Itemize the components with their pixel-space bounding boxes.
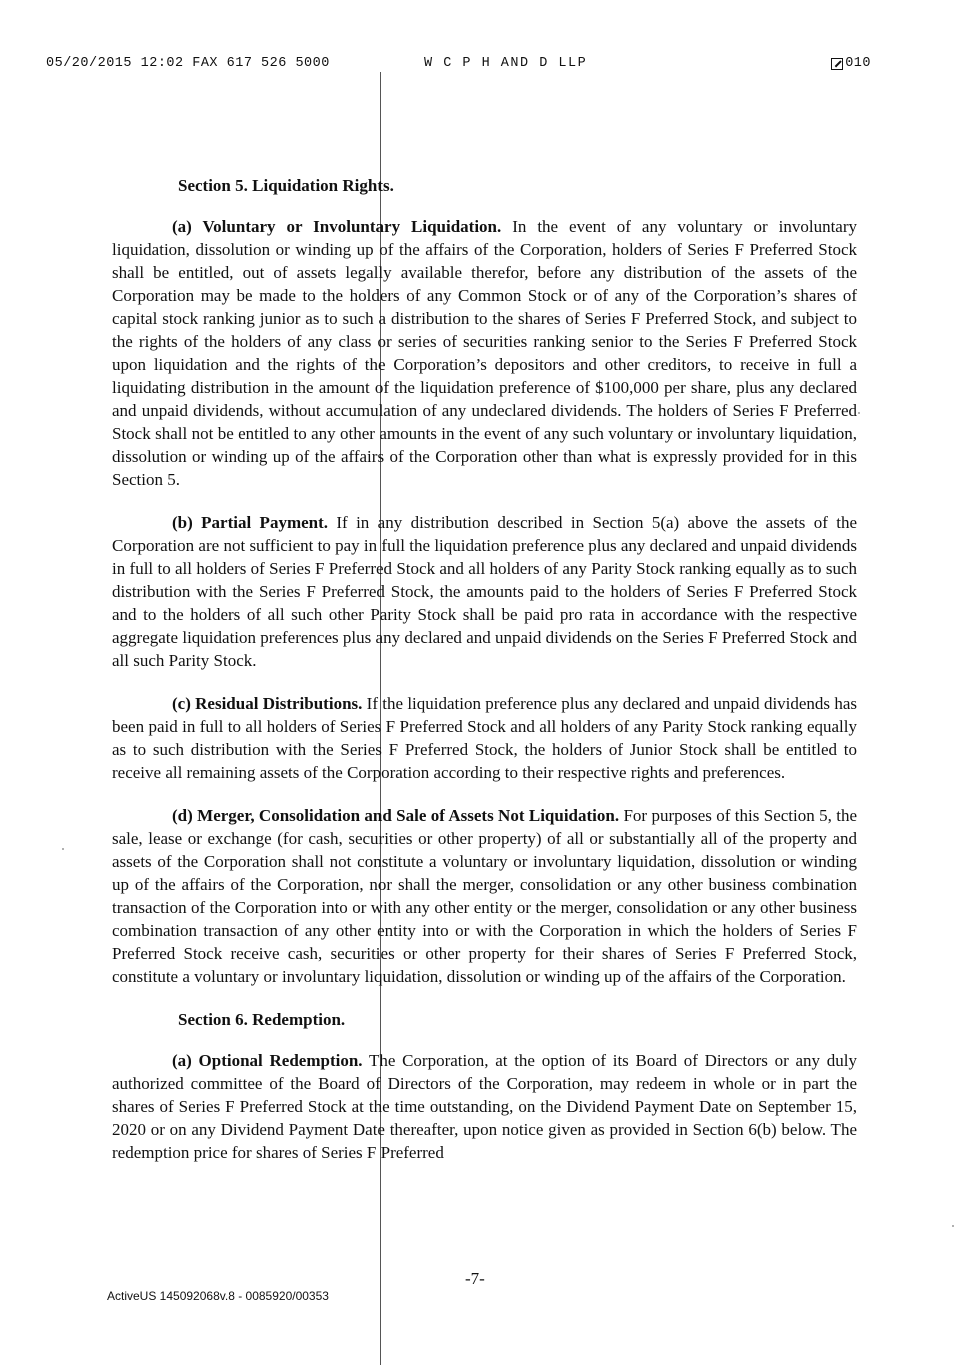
section-5d-text: For purposes of this Section 5, the sale, lease or exchange (for cash, securities or other property) of all or substantially all of the property and assets of the Corporation shall not constitute a voluntary or involuntary liquidation, dissolution or winding up of the affairs of the Corporation, nor shall the merger, consolidation or any other business combination transaction of the Corporation into or with any other entity or the merger, consolidation or any other business combination transaction of any other entity into or with the Corporation in which the holders of Series F Preferred Stock receive cash, securities or other property for their shares of Series F Preferred Stock, constitute a voluntary or involuntary liquidation, dissolution or winding up of the affairs of the Corporation. — [112, 806, 857, 986]
section-5b-paragraph — [112, 511, 857, 672]
section-5d-paragraph — [112, 804, 857, 988]
section-5c-label: (c) Residual Distributions. — [172, 694, 363, 713]
fax-page-number: 010 — [845, 56, 871, 71]
section-6a-paragraph — [112, 1049, 857, 1164]
section-6a-text: The Corporation, at the option of its Board of Directors or any duly authorized committee of the Board of Directors of the Corporation, may redeem in whole or in part the shares of Series F Preferred Stock at the time outstanding, on the Dividend Payment Date on September 15, 2020 or on any Dividend Payment Date thereafter, upon notice given as provided in Section 6(b) below. The redemption price for shares of Series F Preferred — [112, 1051, 857, 1162]
section-5b-text: If in any distribution described in Section 5(a) above the assets of the Corporation are not sufficient to pay in full the liquidation preference plus any declared and unpaid dividends in full to all holders of Series F Preferred Stock and all holders of any Parity Stock ranking equally as to such distribution with the Series F Preferred Stock, the amounts paid to the holders of Series F Preferred Stock and to the holders of all such other Parity Stock shall be paid pro rata in accordance with the respective aggregate liquidation preferences plus any declared and unpaid dividends on the Series F Preferred Stock and all such Parity Stock. — [112, 513, 857, 670]
section-6a-label: (a) Optional Redemption. — [172, 1051, 363, 1070]
section-6-heading: Section 6. Redemption. — [178, 1010, 346, 1029]
section-5d-label: (d) Merger, Consolidation and Sale of Assets Not Liquidation. — [172, 806, 620, 825]
section-5c-text: If the liquidation preference plus any declared and unpaid dividends has been paid in full to all holders of Series F Preferred Stock and all holders of any Parity Stock ranking equally as to such distribution with the Series F Preferred Stock, the holders of Junior Stock shall be entitled to receive all remaining assets of the Corporation according to their respective rights and preferences. — [112, 694, 857, 782]
fax-header — [46, 56, 871, 76]
section-5b-label: (b) Partial Payment. — [172, 513, 329, 532]
document-body — [112, 174, 857, 1184]
section-5a-label: (a) Voluntary or Involuntary Liquidation. — [172, 217, 502, 236]
fax-datetime: 05/20/2015 12:02 FAX 617 526 5000 — [46, 56, 330, 71]
document-id: ActiveUS 145092068v.8 - 0085920/00353 — [107, 1289, 329, 1303]
section-5c-paragraph — [112, 692, 857, 784]
section-5a-paragraph — [112, 215, 857, 491]
fax-sender: W C P H AND D LLP — [424, 56, 588, 71]
checkbox-icon — [831, 58, 843, 70]
page-number: -7- — [465, 1269, 485, 1288]
scan-speck — [952, 1225, 954, 1227]
section-5-heading: Section 5. Liquidation Rights. — [178, 176, 394, 195]
scan-speck — [62, 848, 64, 850]
scan-speck — [858, 412, 860, 414]
section-5a-text: In the event of any voluntary or involuntary liquidation, dissolution or winding up of the affairs of the Corporation, holders of Series F Preferred Stock shall be entitled, out of assets legally available therefor, before any distribution of the assets of the Corporation may be made to the holders of any Common Stock or of any of the Corporation’s shares of capital stock ranking junior as to such a distribution to the shares of Series F Preferred Stock, and subject to the rights of the holders of any class or series of securities ranking senior to the Series F Preferred Stock upon liquidation and the rights of the Corporation’s depositors and other creditors, to receive in full a liquidating distribution in the amount of the liquidation preference of $100,000 per share, plus any declared and unpaid dividends, without accumulation of any undeclared dividends. The holders of Series F Preferred Stock shall not be entitled to any other amounts in the event of any such voluntary or involuntary liquidation, dissolution or winding up of the affairs of the Corporation other than what is expressly provided for in this Section 5. — [112, 217, 857, 489]
fax-page-marker — [831, 56, 871, 71]
